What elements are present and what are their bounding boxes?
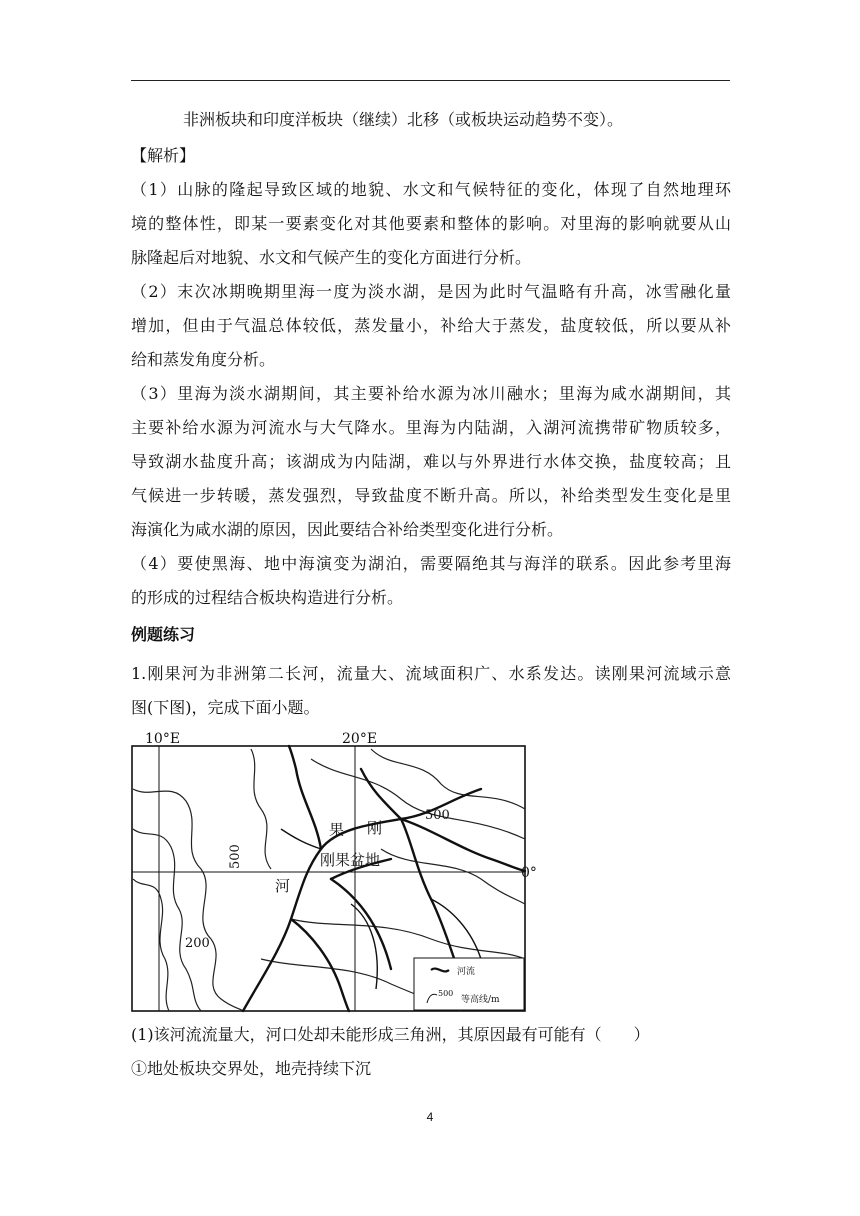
longitude-label: 20°E	[342, 731, 378, 747]
analysis-line: 增加，但由于气温总体较低，蒸发量小，补给大于蒸发，盐度较低，所以要从补	[131, 316, 731, 335]
analysis-line: （4）要使黑海、地中海演变为湖泊，需要隔绝其与海洋的联系。因此参考里海	[131, 554, 731, 573]
option-1: ①地处板块交界处，地壳持续下沉	[131, 1059, 372, 1078]
latitude-label: 0°	[521, 865, 537, 881]
question-line: 图(下图)，完成下面小题。	[131, 698, 320, 717]
place-label: 刚	[367, 819, 383, 837]
analysis-line: 给和蒸发角度分析。	[131, 350, 276, 369]
analysis-line: 境的整体性，即某一要素变化对其他要素和整体的影响。对里海的影响就要从山	[131, 214, 731, 233]
analysis-line: （3）里海为淡水湖期间，其主要补给水源为冰川融水；里海为咸水湖期间，其	[131, 384, 731, 403]
section-heading: 例题练习	[131, 625, 196, 644]
analysis-line: （2）末次冰期晚期里海一度为淡水湖，是因为此时气温略有升高，冰雪融化量	[131, 282, 731, 301]
sub-question: (1)该河流流量大，河口处却未能形成三角洲，其原因最有可能有（ ）	[131, 1025, 650, 1044]
analysis-line: 气候进一步转暖，蒸发强烈，导致盐度不断升高。所以，补给类型发生变化是里	[131, 486, 731, 505]
question-line: 1.刚果河为非洲第二长河，流量大、流域面积广、水系发达。读刚果河流域示意	[131, 664, 731, 683]
analysis-line: （1）山脉的隆起导致区域的地貌、水文和气候特征的变化，体现了自然地理环	[131, 180, 731, 199]
answer-line: 非洲板块和印度洋板块（继续）北移（或板块运动趋势不变）。	[183, 110, 624, 129]
contour-label: 500	[425, 808, 450, 823]
analysis-line: 脉隆起后对地貌、水文和气候产生的变化方面进行分析。	[131, 248, 532, 267]
longitude-label: 10°E	[145, 731, 181, 747]
analysis-line: 导致湖水盐度升高；该湖成为内陆湖，难以与外界进行水体交换，盐度较高；且	[131, 452, 731, 471]
analysis-line: 海演化为咸水湖的原因，因此要结合补给类型变化进行分析。	[131, 520, 564, 539]
analysis-line: 主要补给水源为河流水与大气降水。里海为内陆湖，入湖河流携带矿物质较多，	[131, 418, 731, 437]
contour-label: 200	[185, 936, 210, 951]
legend-river-label: 河流	[457, 967, 476, 977]
contour-label: 500	[228, 844, 243, 869]
legend-contour-value: 500	[438, 989, 454, 998]
page-number: 4	[426, 1110, 434, 1124]
place-label: 刚果盆地	[320, 851, 381, 869]
header-rule	[131, 80, 730, 81]
place-label: 河	[275, 877, 291, 895]
analysis-line: 的形成的过程结合板块构造进行分析。	[131, 588, 404, 607]
congo-basin-map	[131, 729, 537, 1012]
legend-contour-label: 等高线/m	[461, 995, 500, 1005]
map-legend	[414, 958, 524, 1010]
place-label: 果	[329, 821, 345, 839]
analysis-heading: 【解析】	[131, 146, 196, 165]
